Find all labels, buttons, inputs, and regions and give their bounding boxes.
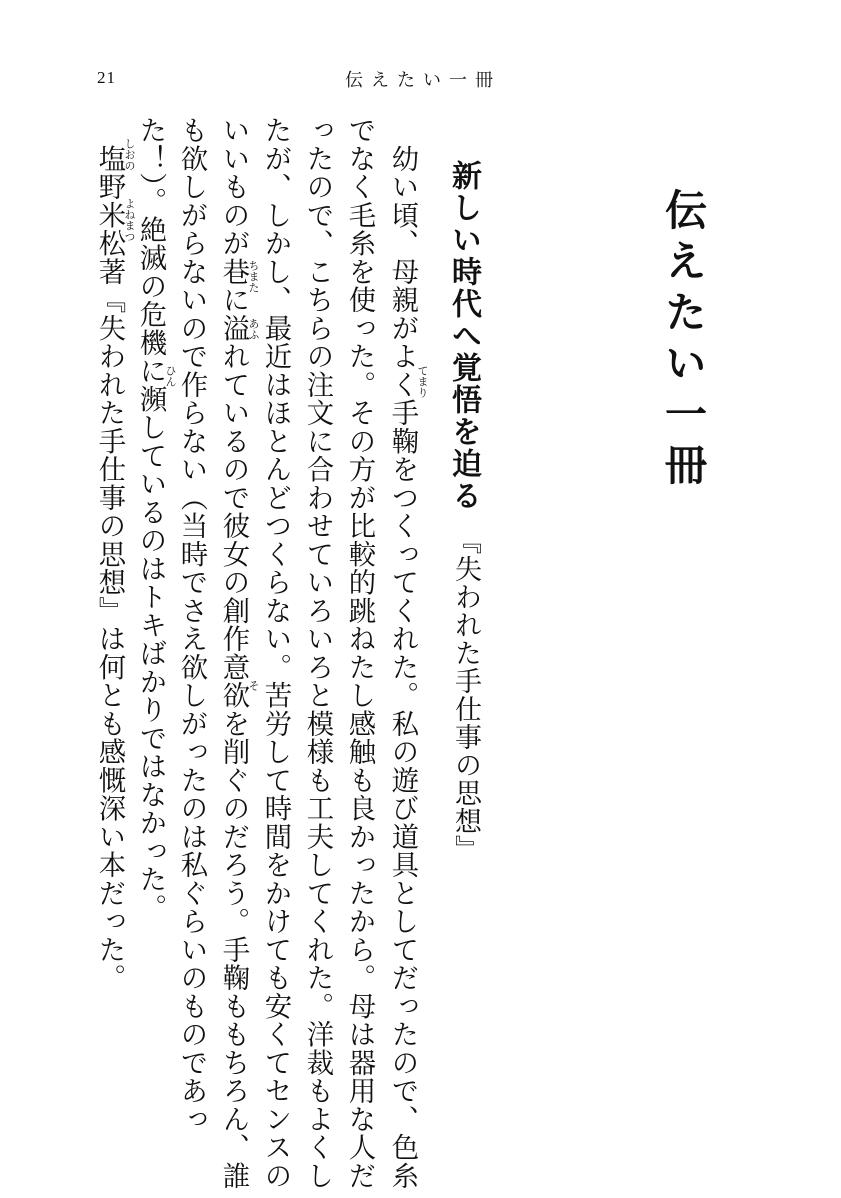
body-line-2: でなく毛糸を使った。その方が比較的跳ねたし感触も良かったから。母は器用な人だ xyxy=(343,116,375,1190)
ruby-so: そ xyxy=(247,680,260,691)
ruby-afu: あふ xyxy=(247,318,260,340)
body-line-5: いいものが巷に溢れているので彼女の創作意欲を削ぐのだろう。手鞠ももちろん、誰 xyxy=(217,116,249,1190)
article-subtitle: 新しい時代へ覚悟を迫る xyxy=(446,160,481,512)
body-line-3: ったので、こちらの注文に合わせていろいろと模様も工夫してくれた。洋裁もよくし xyxy=(301,116,333,1190)
ruby-hin: ひん xyxy=(164,365,177,387)
body-line-4: たが、しかし、最近はほとんどつくらない。苦労して時間をかけても安くてセンスの xyxy=(259,116,291,1190)
body-line-6: も欲しがらないので作らない（当時でさえ欲しがったのは私ぐらいのものであっ xyxy=(175,116,207,1133)
book-title: 『失われた手仕事の思想』 xyxy=(450,527,481,863)
ruby-shiono: しおの xyxy=(123,138,136,171)
ruby-chimata: ちまた xyxy=(247,260,260,293)
body-line-7: た！）。絶滅の危機に瀕しているのはトキばかりではなかった。 xyxy=(134,116,166,922)
ruby-yonematsu: よねまつ xyxy=(123,198,136,242)
article-title: 伝えたい一冊 xyxy=(659,188,708,494)
body-line-1: 幼い頃、母親がよく手鞠をつくってくれた。私の遊び道具としてだったので、色糸 xyxy=(386,116,418,1190)
page-number: 21 xyxy=(97,68,116,87)
body-line-8: 塩野米松著『失われた手仕事の思想』は何とも感慨深い本だった。 xyxy=(93,116,125,992)
ruby-temari: てまり xyxy=(416,365,429,398)
running-head: 伝えたい一冊 xyxy=(345,70,501,91)
